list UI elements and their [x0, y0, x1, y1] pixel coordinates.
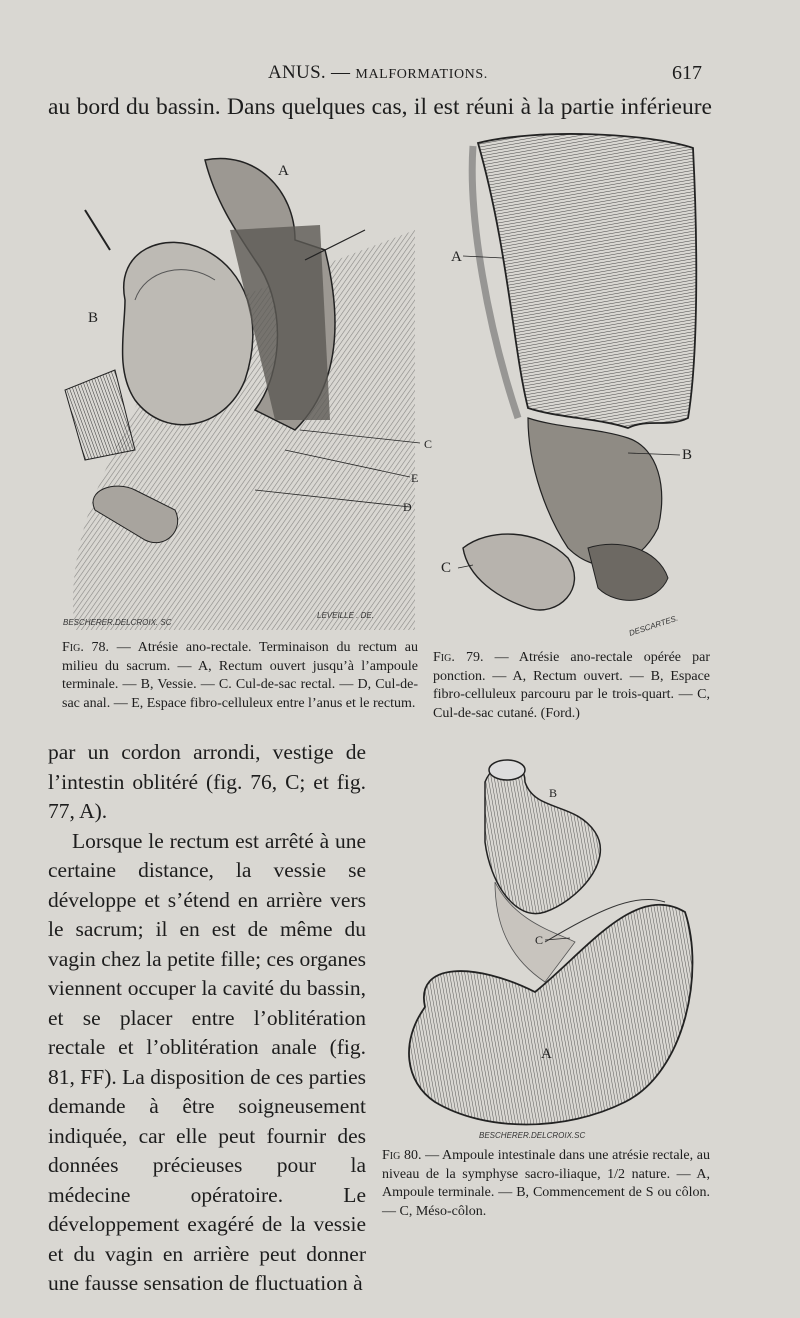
- fig78-label-a: A: [278, 163, 289, 179]
- fig80-label-a: A: [541, 1046, 552, 1062]
- figure-80-caption-text: — Ampoule intestinale dans une atrésie rectale, au niveau de la symphyse sacro-iliaque, 1/2 nature. — A, Ampoule terminale. — B, Commencement de S ou côlon. — C, Méso-côlon.: [382, 1148, 711, 1219]
- paragraph-rectum-arrete: Lorsque le rectum est arrêté à une certaine distance, la vessie se développe et s’étend en arrière vers le sacrum; il en est de même du vagin chez la petite fille; ces organes viennent occuper la cavité du bassin, et se placer entre l’oblitération rectale et l’oblitération anale (fig. 81, FF). La disposition de ces parties demande à être soigneusement indiquée, car elle peut fournir des données précieuses pour la médecine opératoire. Le développement exagéré de la vessie et du vagin en arrière peut donner une fausse sensation de fluctuation à: [48, 828, 366, 1295]
- figure-79-number: Fig. 79.: [433, 650, 484, 665]
- fig79-label-b: B: [682, 447, 693, 463]
- figure-79-caption: [433, 649, 710, 723]
- running-header: [0, 62, 800, 86]
- figure-80-caption: [382, 1147, 710, 1221]
- fig80-credit: BESCHERER.DELCROIX.SC: [479, 1131, 586, 1140]
- fig79-label-c: C: [441, 560, 452, 576]
- figure-78-caption: [62, 639, 418, 713]
- running-title-sub: MALFORMATIONS.: [355, 67, 488, 82]
- continuation-line: au bord du bassin. Dans quelques cas, il est réuni à la partie inférieure: [48, 94, 712, 120]
- fig78-label-e: E: [411, 471, 419, 485]
- running-title-main: ANUS. —: [268, 62, 351, 83]
- body-text-column: [48, 738, 366, 1299]
- fig78-label-b: B: [88, 310, 99, 326]
- figure-79-caption-text: — Atrésie ano-rectale opérée par ponction. — A, Rectum ouvert. — B, Espace fibro-celluleux parcouru par le trois-quart. — C, Cul-de-sac cutané. (Ford.): [433, 650, 710, 721]
- page-number: 617: [672, 62, 702, 84]
- figure-78-caption-text: — Atrésie ano-rectale. Terminaison du rectum au milieu du sacrum. — A, Rectum ouvert jusqu’à l’ampoule terminale. — B, Vessie. — C. Cul-de-sac rectal. — D, Cul-de-sac anal. — E, Espace fibro-celluleux entre l’anus et le rectum.: [62, 640, 418, 711]
- fig79-credit: DESCARTES.: [627, 613, 680, 638]
- figure-78-number: Fig. 78.: [62, 640, 110, 655]
- figure-79-illustration: [441, 128, 710, 638]
- figure-80-number: Fig 80.: [382, 1148, 422, 1163]
- figure-78-illustration: [55, 130, 433, 630]
- fig78-label-c: C: [424, 437, 433, 451]
- fig80-label-c: C: [535, 933, 544, 947]
- fig80-label-b: B: [549, 786, 558, 800]
- paragraph-continuation: par un cordon arrondi, vestige de l’intestin oblitéré (fig. 76, C; et fig. 77, A).: [48, 740, 366, 823]
- running-title: [268, 62, 488, 84]
- fig78-engraver-credit: BESCHERER.DELCROIX. SC: [63, 618, 172, 627]
- fig79-label-a: A: [451, 249, 462, 265]
- fig78-label-d: D: [403, 500, 412, 514]
- fig78-artist-credit: LEVEILLE . DE.: [317, 611, 374, 620]
- figure-80-illustration: [395, 752, 700, 1142]
